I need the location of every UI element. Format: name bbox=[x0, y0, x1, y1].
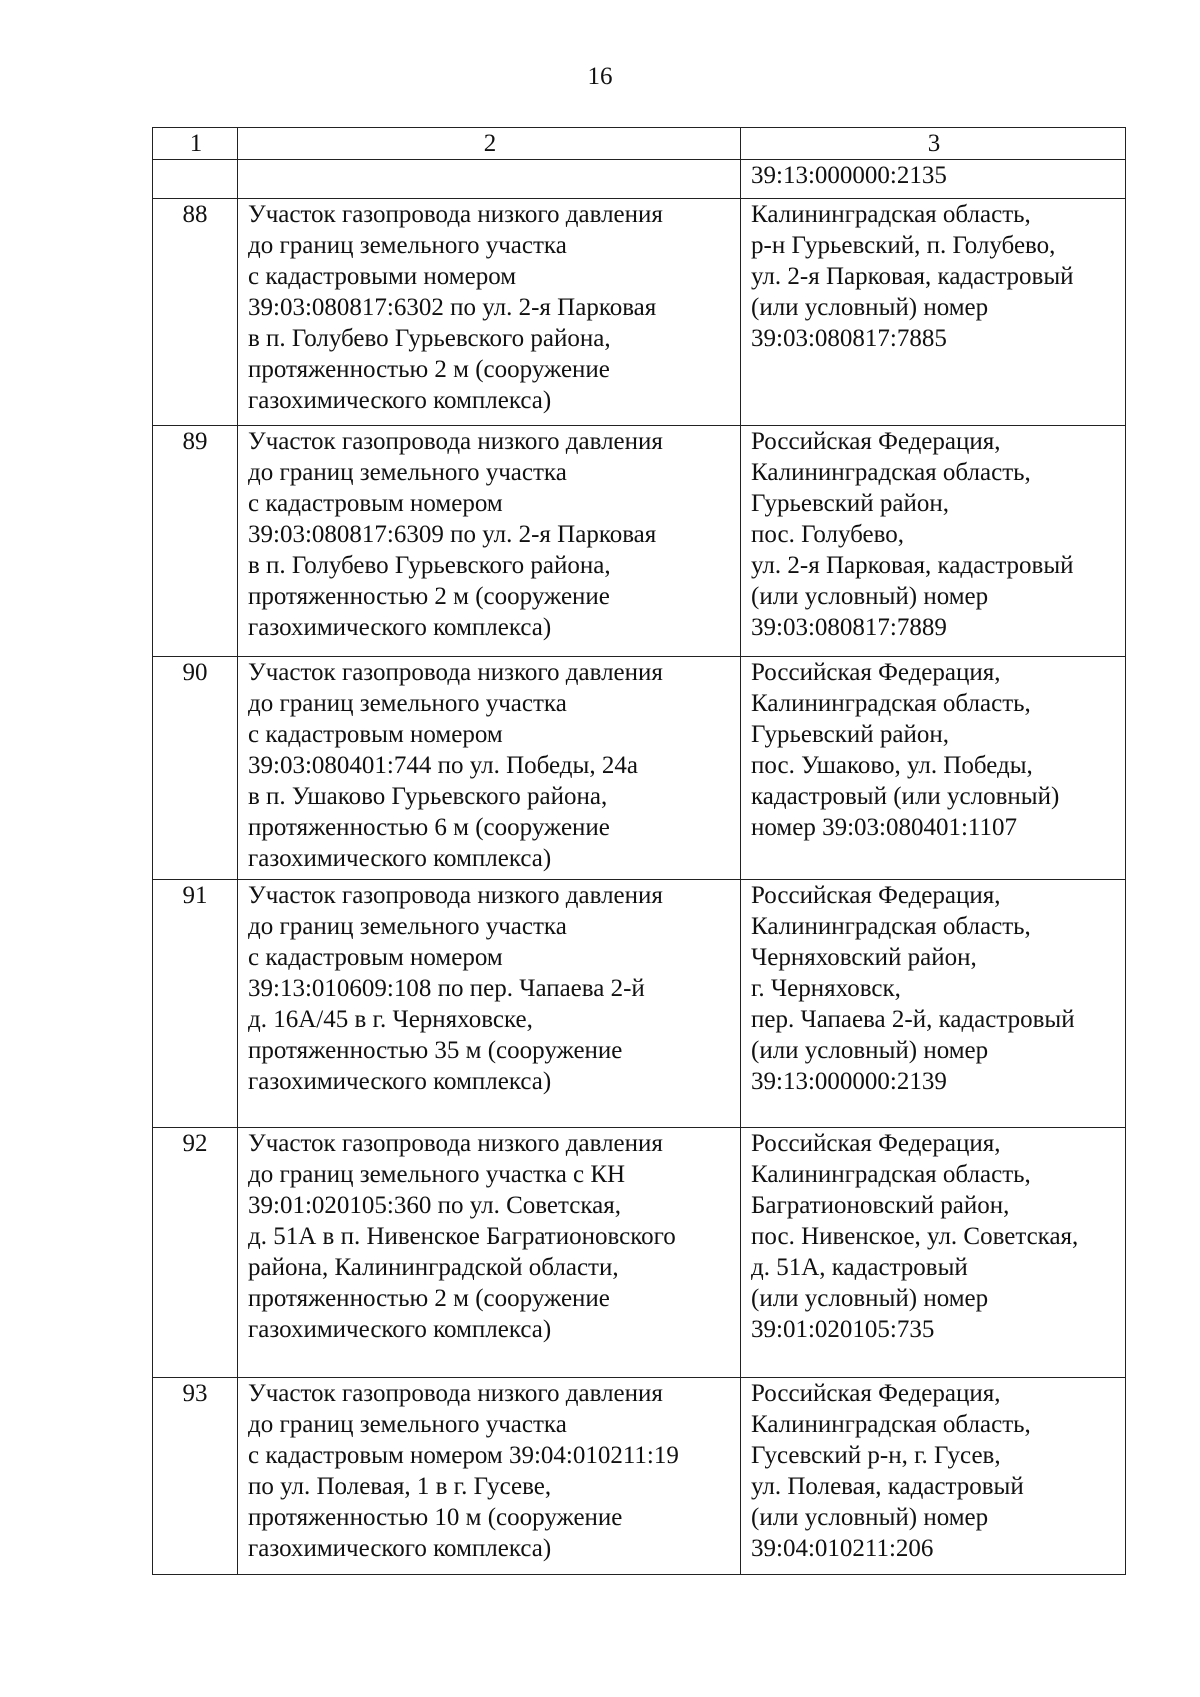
table-header-row bbox=[153, 128, 1126, 160]
description-line: по ул. Полевая, 1 в г. Гусеве, bbox=[248, 1473, 552, 1500]
table-row bbox=[153, 1128, 1126, 1378]
description-line: 39:03:080817:6309 по ул. 2-я Парковая bbox=[248, 521, 657, 548]
description-cell bbox=[238, 426, 741, 657]
column-header-description: 2 bbox=[238, 128, 741, 160]
description-line: Участок газопровода низкого давления bbox=[248, 201, 663, 228]
address-line: 39:01:020105:735 bbox=[751, 1316, 935, 1343]
description-line: в п. Голубево Гурьевского района, bbox=[248, 552, 611, 579]
address-line: (или условный) номер bbox=[751, 1504, 989, 1531]
address-line: (или условный) номер bbox=[751, 1285, 989, 1312]
column-header-number: 1 bbox=[153, 128, 238, 160]
description-line: Участок газопровода низкого давления bbox=[248, 659, 663, 686]
description-line: 39:03:080401:744 по ул. Победы, 24а bbox=[248, 752, 638, 779]
address-line: Российская Федерация, bbox=[751, 1380, 1001, 1407]
row-number: 92 bbox=[153, 1128, 238, 1378]
description-line: протяженностью 2 м (сооружение bbox=[248, 356, 610, 383]
description-line: газохимического комплекса) bbox=[248, 1535, 552, 1562]
description-line: д. 16А/45 в г. Черняховске, bbox=[248, 1006, 533, 1033]
description-line: протяженностью 2 м (сооружение bbox=[248, 583, 610, 610]
description-line: протяженностью 10 м (сооружение bbox=[248, 1504, 623, 1531]
description-cell bbox=[238, 1378, 741, 1575]
description-line: Участок газопровода низкого давления bbox=[248, 1380, 663, 1407]
description-cell bbox=[238, 880, 741, 1128]
description-line: до границ земельного участка bbox=[248, 459, 567, 486]
description-line: до границ земельного участка bbox=[248, 1411, 567, 1438]
description-line: 39:03:080817:6302 по ул. 2-я Парковая bbox=[248, 294, 657, 321]
description-line: до границ земельного участка bbox=[248, 690, 567, 717]
table-row bbox=[153, 426, 1126, 657]
description-line: Участок газопровода низкого давления bbox=[248, 882, 663, 909]
address-line: Багратионовский район, bbox=[751, 1192, 1010, 1219]
address-cell bbox=[741, 1128, 1126, 1378]
address-cell bbox=[741, 199, 1126, 426]
address-line: 39:03:080817:7885 bbox=[751, 325, 947, 352]
address-line: Калининградская область, bbox=[751, 913, 1031, 940]
table-row bbox=[153, 880, 1126, 1128]
address-cell bbox=[741, 160, 1126, 199]
address-line: пос. Ушаково, ул. Победы, bbox=[751, 752, 1033, 779]
description-line: в п. Ушаково Гурьевского района, bbox=[248, 783, 608, 810]
description-line: протяженностью 6 м (сооружение bbox=[248, 814, 610, 841]
address-line: ул. 2-я Парковая, кадастровый bbox=[751, 263, 1074, 290]
description-line: газохимического комплекса) bbox=[248, 845, 552, 872]
address-line: Черняховский район, bbox=[751, 944, 977, 971]
address-line: 39:03:080817:7889 bbox=[751, 614, 947, 641]
description-cell bbox=[238, 199, 741, 426]
description-line: протяженностью 2 м (сооружение bbox=[248, 1285, 610, 1312]
address-cell bbox=[741, 657, 1126, 880]
address-line: Калининградская область, bbox=[751, 201, 1031, 228]
description-cell bbox=[238, 160, 741, 199]
description-line: до границ земельного участка с КН bbox=[248, 1161, 626, 1188]
description-line: газохимического комплекса) bbox=[248, 1316, 552, 1343]
address-line: пер. Чапаева 2-й, кадастровый bbox=[751, 1006, 1075, 1033]
table-row bbox=[153, 657, 1126, 880]
description-line: с кадастровым номером bbox=[248, 944, 503, 971]
address-line: Российская Федерация, bbox=[751, 882, 1001, 909]
address-line: Гусевский р-н, г. Гусев, bbox=[751, 1442, 1001, 1469]
description-line: в п. Голубево Гурьевского района, bbox=[248, 325, 611, 352]
address-line: пос. Голубево, bbox=[751, 521, 905, 548]
row-number: 90 bbox=[153, 657, 238, 880]
address-line: д. 51А, кадастровый bbox=[751, 1254, 968, 1281]
description-line: с кадастровым номером 39:04:010211:19 bbox=[248, 1442, 679, 1469]
row-number: 91 bbox=[153, 880, 238, 1128]
address-line: Российская Федерация, bbox=[751, 659, 1001, 686]
address-line: р-н Гурьевский, п. Голубево, bbox=[751, 232, 1056, 259]
address-line: пос. Нивенское, ул. Советская, bbox=[751, 1223, 1079, 1250]
row-number: 89 bbox=[153, 426, 238, 657]
address-line: ул. Полевая, кадастровый bbox=[751, 1473, 1024, 1500]
address-line: кадастровый (или условный) bbox=[751, 783, 1060, 810]
row-number-cell bbox=[153, 160, 238, 199]
address-line: ул. 2-я Парковая, кадастровый bbox=[751, 552, 1074, 579]
description-line: протяженностью 35 м (сооружение bbox=[248, 1037, 623, 1064]
address-line: Российская Федерация, bbox=[751, 428, 1001, 455]
address-cell bbox=[741, 880, 1126, 1128]
address-line: Калининградская область, bbox=[751, 690, 1031, 717]
table-row bbox=[153, 1378, 1126, 1575]
table-row bbox=[153, 199, 1126, 426]
address-line: г. Черняховск, bbox=[751, 975, 901, 1002]
address-line: Гурьевский район, bbox=[751, 721, 950, 748]
column-header-address: 3 bbox=[741, 128, 1126, 160]
address-cell bbox=[741, 1378, 1126, 1575]
address-line: Калининградская область, bbox=[751, 1411, 1031, 1438]
address-line: 39:04:010211:206 bbox=[751, 1535, 934, 1562]
description-line: с кадастровыми номером bbox=[248, 263, 517, 290]
description-line: Участок газопровода низкого давления bbox=[248, 428, 663, 455]
address-line: 39:13:000000:2139 bbox=[751, 1068, 947, 1095]
description-line: с кадастровым номером bbox=[248, 490, 503, 517]
address-line: 39:13:000000:2135 bbox=[751, 162, 947, 189]
description-line: д. 51А в п. Нивенское Багратионовского bbox=[248, 1223, 676, 1250]
address-line: Российская Федерация, bbox=[751, 1130, 1001, 1157]
description-line: 39:01:020105:360 по ул. Советская, bbox=[248, 1192, 621, 1219]
row-number: 93 bbox=[153, 1378, 238, 1575]
address-line: Калининградская область, bbox=[751, 1161, 1031, 1188]
description-line: Участок газопровода низкого давления bbox=[248, 1130, 663, 1157]
description-line: газохимического комплекса) bbox=[248, 387, 552, 414]
address-line: (или условный) номер bbox=[751, 1037, 989, 1064]
address-line: номер 39:03:080401:1107 bbox=[751, 814, 1017, 841]
objects-table bbox=[152, 127, 1126, 1575]
address-cell bbox=[741, 426, 1126, 657]
page-number: 16 bbox=[587, 63, 613, 90]
description-cell bbox=[238, 1128, 741, 1378]
description-line: района, Калининградской области, bbox=[248, 1254, 619, 1281]
address-line: (или условный) номер bbox=[751, 583, 989, 610]
description-cell bbox=[238, 657, 741, 880]
address-line: Гурьевский район, bbox=[751, 490, 950, 517]
description-line: до границ земельного участка bbox=[248, 913, 567, 940]
description-line: газохимического комплекса) bbox=[248, 1068, 552, 1095]
description-line: газохимического комплекса) bbox=[248, 614, 552, 641]
description-line: 39:13:010609:108 по пер. Чапаева 2-й bbox=[248, 975, 645, 1002]
address-line: (или условный) номер bbox=[751, 294, 989, 321]
address-line: Калининградская область, bbox=[751, 459, 1031, 486]
description-line: до границ земельного участка bbox=[248, 232, 567, 259]
description-line: с кадастровым номером bbox=[248, 721, 503, 748]
continuation-row bbox=[153, 160, 1126, 199]
row-number: 88 bbox=[153, 199, 238, 426]
